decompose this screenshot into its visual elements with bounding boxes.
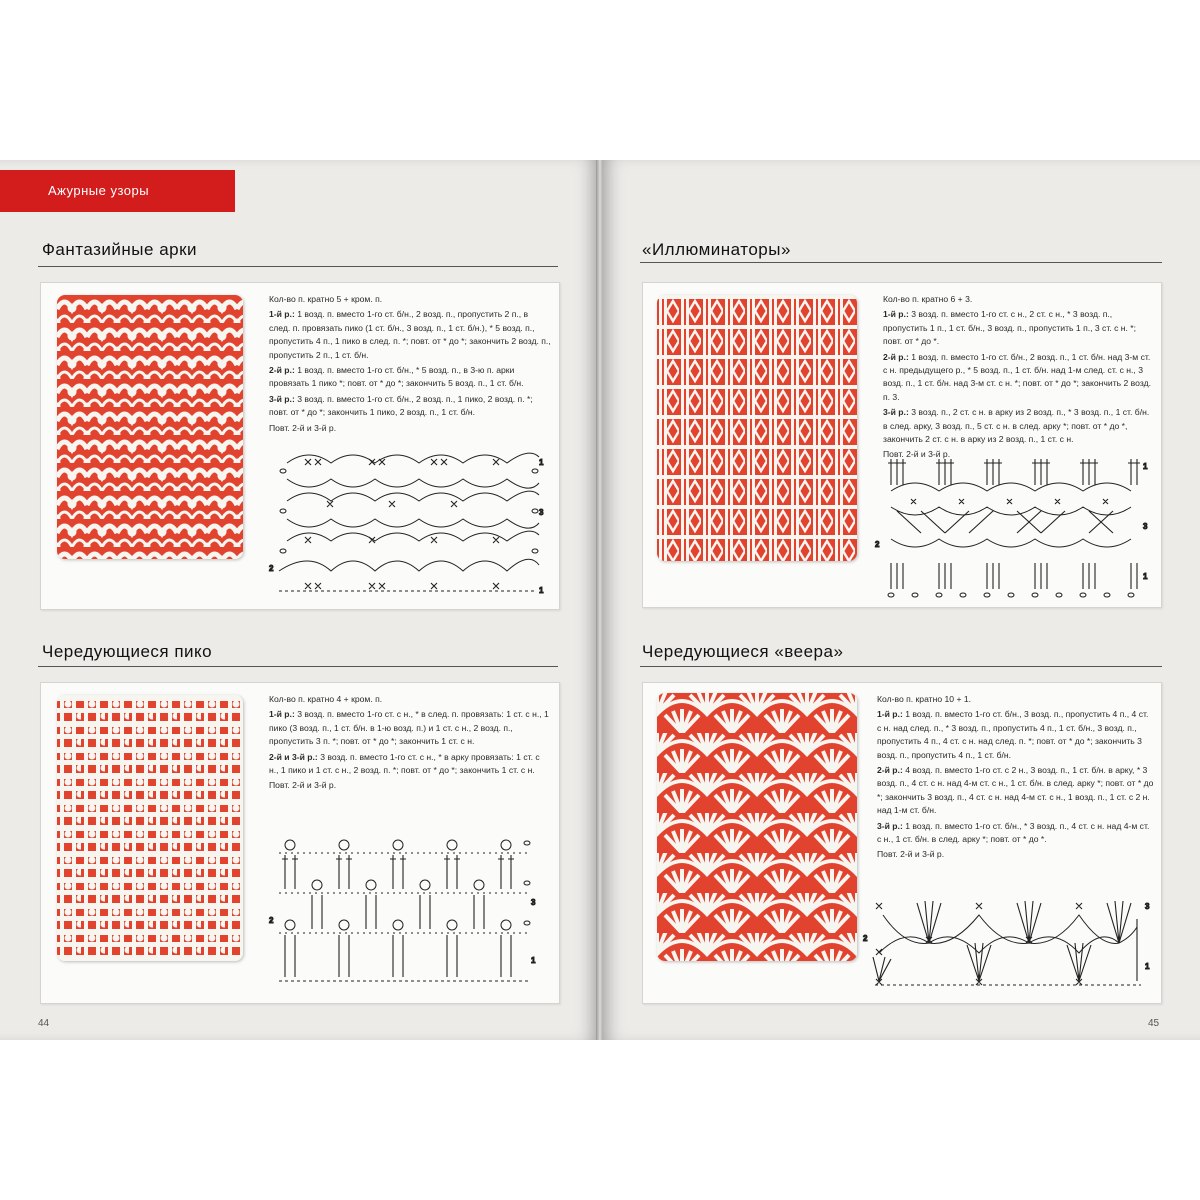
pattern-title-alternating-picots: Чередующиеся пико (42, 642, 213, 661)
row-text: 1 возд. п. вместо 1-го ст. б/н., 3 возд. п., пропустить 4 п., 4 ст. с н. над след. п., * 3 возд. п., пропустить 4 п., 1 ст. б/н., 3 возд. п., пропустить 4 п., 4 ст. с н. над след. п. *; повт. от * до *; закончить 3 возд. п., пропустить 4 п., 1 ст. б/н. (877, 709, 1149, 760)
swatch-photo-fantasy-arches (57, 295, 243, 559)
chart-row-number: 1 (1145, 962, 1150, 971)
row-label: 2-й р.: (883, 351, 909, 362)
stitch-multiple: Кол-во п. кратно 4 + кром. п. (269, 694, 383, 704)
row-label: 3-й р.: (877, 820, 903, 831)
right-page (602, 160, 1200, 1040)
swatch-photo-portholes (657, 295, 857, 561)
chart-row-number: 3 (1143, 522, 1148, 531)
book-spread (0, 160, 1200, 1040)
page-number: 45 (1148, 1018, 1160, 1029)
row-instruction (883, 308, 1155, 348)
row-instruction (877, 708, 1155, 762)
row-label: 2-й р.: (877, 765, 903, 776)
chart-row-number: 3 (1145, 902, 1150, 911)
pattern-card-portholes (642, 282, 1162, 608)
row-instruction (269, 708, 551, 748)
row-instruction (877, 764, 1155, 818)
row-instruction (269, 364, 551, 391)
row-text: 1 возд. п. вместо 1-го ст. б/н., * 5 возд. п., в 3-ю п. арки провязать 1 пико *; повт. от * до *; закончить 5 возд. п., 1 ст. б/н. (269, 365, 524, 389)
repeat-note: Повт. 2-й и 3-й р. (269, 780, 337, 791)
row-instruction (883, 406, 1155, 446)
chart-row-number: 1 (1143, 462, 1148, 471)
row-label: 3-й р.: (883, 407, 909, 418)
row-text: 3 возд. п. вместо 1-го ст. с н., * в след. п. провязать: 1 ст. с н., 1 пико (3 возд. п., 1 ст. б/н. в 1-ю возд. п.) и 1 ст. с н., 2 возд. п., пропустить 3 п. *; повт. от * до *; закончить 1 ст. с н. (269, 709, 549, 747)
row-label: 1-й р.: (877, 709, 903, 720)
chart-row-number: 1 (1143, 572, 1148, 581)
chart-row-number: 2 (875, 540, 880, 549)
row-text: 4 возд. п. вместо 1-го ст. с 2 н., 3 возд. п., 1 ст. б/н. в арку, * 3 возд. п., 4 ст. с н. над 4-м ст. с н., 1 ст. б/н. в след. арку *; повт. от * до *; закончить 3 возд. п., 4 ст. с н. над 4-м ст. с н., 1 возд. п., 1 ст. с 2 н. над 1-м ст. б/н. (877, 765, 1154, 816)
stitch-multiple: Кол-во п. кратно 6 + 3. (883, 294, 973, 304)
crochet-chart-alternating-picots (269, 823, 549, 993)
instructions-portholes (883, 293, 1155, 464)
row-text: 1 возд. п. вместо 1-го ст. б/н., 2 возд. п., пропустить 2 п., в след. п. провязать пико (1 ст. б/н., 3 возд. п., 1 ст. б/н.), * 5 возд. п., пропустить 4 п., 1 пико в след. п. *; повт. от * до *; закончить 2 возд. п., пропустить 2 п., 1 ст. б/н. (269, 309, 551, 360)
pattern-card-fantasy-arches (40, 282, 560, 610)
title-rule (640, 666, 1162, 667)
row-label: 2-й р.: (269, 365, 295, 376)
row-text: 1 возд. п. вместо 1-го ст. б/н., 2 возд. п., 1 ст. б/н. над 3-м ст. с н. предыдущего р., * 5 возд. п., 1 ст. б/н. над 1-м след. ст. с н., 3 возд. п., 1 ст. б/н. над 3-м ст. с н. *; повт. от * до *; закончить 2 возд. п. 3. (883, 351, 1151, 402)
pattern-card-alternating-picots (40, 682, 560, 1004)
row-label: 1-й р.: (269, 709, 295, 720)
swatch-photo-alternating-fans (657, 693, 857, 961)
row-instruction (269, 751, 551, 778)
pattern-title-fantasy-arches: Фантазийные арки (42, 240, 198, 259)
repeat-note: Повт. 2-й и 3-й р. (877, 849, 945, 860)
row-text: 3 возд. п. вместо 1-го ст. с н., * в арку провязать: 1 ст. с н., 1 пико и 1 ст. с н., 2 возд. п. *; повт. от * до *; закончить 1 ст. с н. (269, 751, 540, 776)
chart-row-number: 2 (863, 934, 868, 943)
row-label: 1-й р.: (883, 309, 909, 320)
chart-row-number: 3 (531, 898, 536, 907)
chart-row-number: 2 (269, 564, 274, 573)
row-instruction (877, 820, 1155, 847)
instructions-alternating-fans (877, 693, 1155, 864)
title-rule (38, 266, 558, 267)
section-banner: Ажурные узоры (0, 170, 235, 212)
row-label: 2-й и 3-й р.: (269, 751, 318, 762)
row-instruction (883, 351, 1155, 405)
title-rule (38, 666, 558, 667)
stitch-multiple: Кол-во п. кратно 5 + кром. п. (269, 294, 383, 304)
chart-row-number: 3 (539, 508, 544, 517)
crochet-chart-portholes (875, 455, 1155, 599)
row-instruction (269, 308, 551, 362)
chart-row-number: 1 (531, 956, 536, 965)
title-rule (640, 262, 1162, 263)
pattern-card-alternating-fans (642, 682, 1162, 1004)
page-number: 44 (38, 1018, 50, 1029)
left-page (0, 160, 598, 1040)
repeat-note: Повт. 2-й и 3-й р. (269, 422, 337, 433)
pattern-title-portholes: «Иллюминаторы» (642, 240, 791, 259)
crochet-chart-alternating-fans (863, 897, 1155, 993)
row-text: 1 возд. п. вместо 1-го ст. б/н., * 3 возд. п., 4 ст. с н. над 4-м ст. с н., 1 ст. б/н. в след. арку *; повт. от * до *. (877, 820, 1150, 845)
row-label: 3-й р.: (269, 393, 295, 404)
repeat-note: Повт. 2-й и 3-й р. (883, 449, 951, 460)
row-instruction (269, 393, 551, 420)
row-label: 1-й р.: (269, 309, 295, 320)
stitch-multiple: Кол-во п. кратно 10 + 1. (877, 694, 972, 704)
chart-row-number: 2 (269, 916, 274, 925)
row-text: 3 возд. п., 2 ст. с н. в арку из 2 возд. п., * 3 возд. п., 1 ст. б/н. в след. арку, 3 возд. п., 5 ст. с н. в след. арку *; повт. от * до *, закончить 2 ст. с н. в арку из 2 возд. п., 1 ст. с н. (883, 407, 1150, 445)
chart-row-number: 1 (539, 586, 544, 595)
instructions-fantasy-arches (269, 293, 551, 437)
crochet-chart-fantasy-arches (269, 451, 549, 601)
pattern-title-alternating-fans: Чередующиеся «веера» (642, 642, 844, 661)
swatch-photo-alternating-picots (57, 695, 243, 961)
row-text: 3 возд. п. вместо 1-го ст. б/н., 2 возд. п., 1 пико, 2 возд. п. *; повт. от * до *; закончить 1 пико, 2 возд. п., 1 ст. б/н. (269, 393, 533, 418)
chart-row-number: 1 (539, 458, 544, 467)
row-text: 3 возд. п. вместо 1-го ст. с н., 2 ст. с н., * 3 возд. п., пропустить 1 п., 1 ст. б/н., 3 возд. п., пропустить 1 п., 3 ст. с н. *; повт. от * до *. (883, 309, 1137, 347)
instructions-alternating-picots (269, 693, 551, 795)
